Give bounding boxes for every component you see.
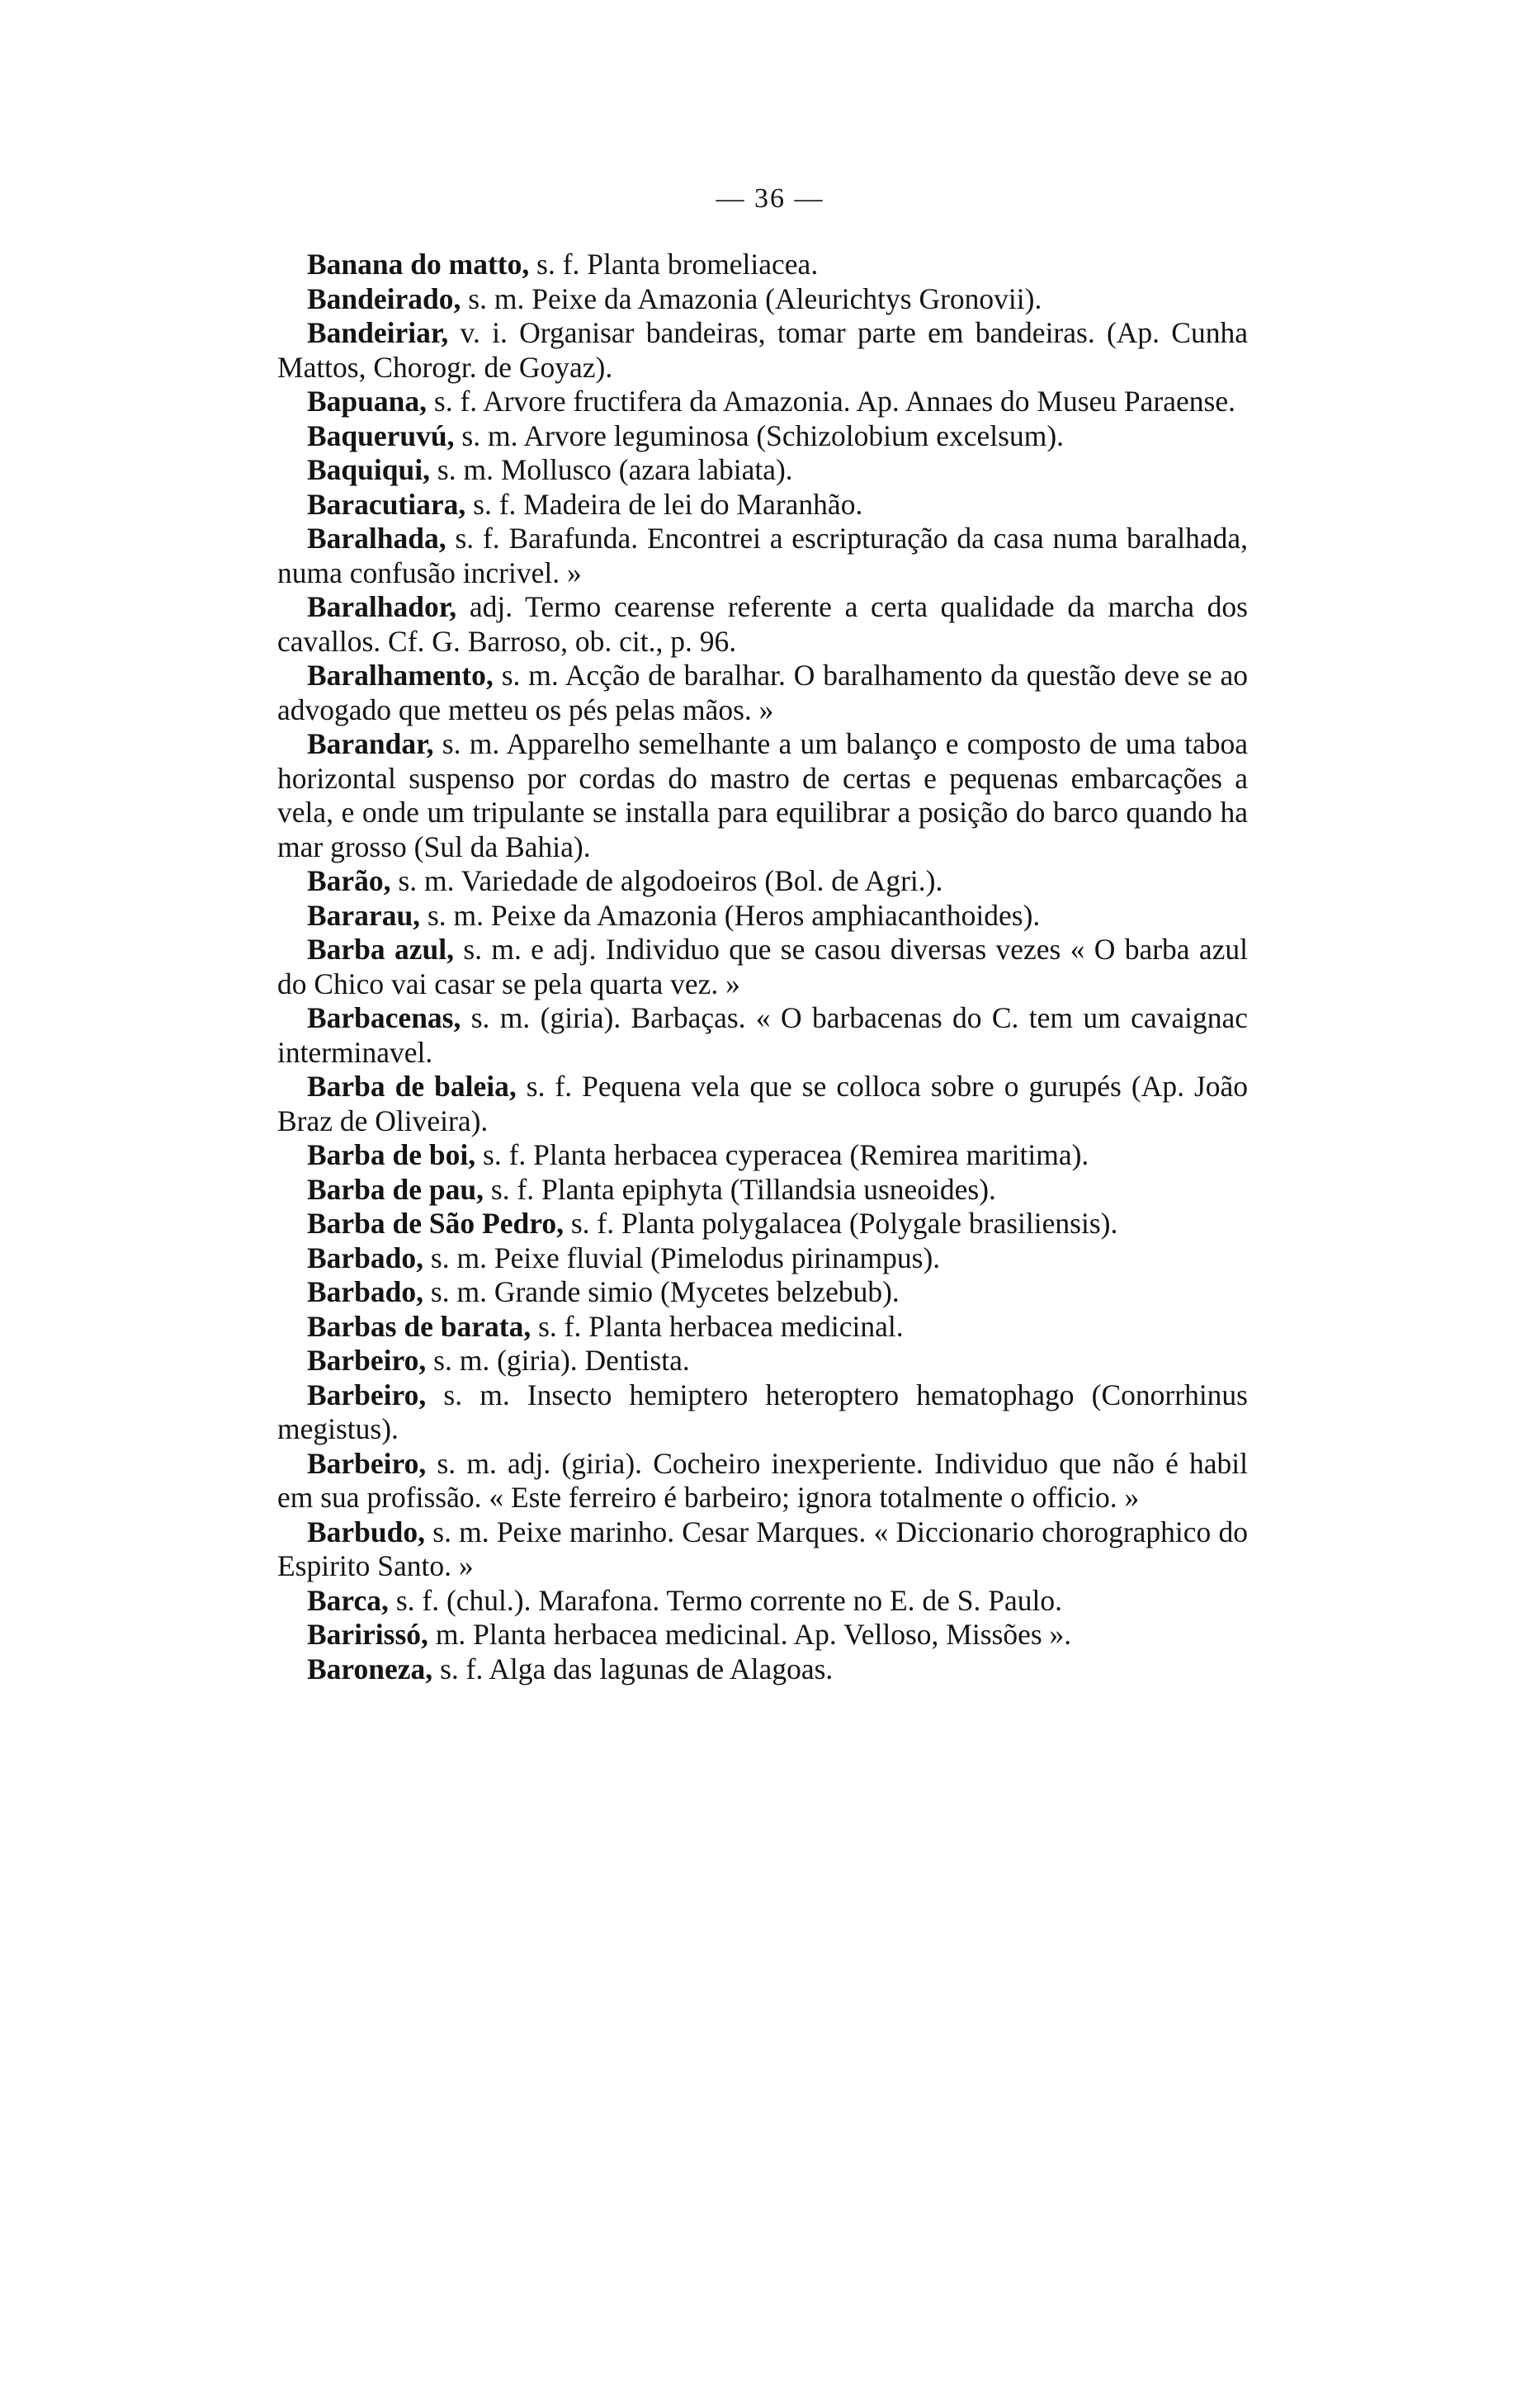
definition: s. f. Planta herbacea medicinal. <box>538 1309 904 1343</box>
entry <box>277 1652 1248 1687</box>
definition: s. m. Peixe da Amazonia (Aleurichtys Gronovii). <box>468 281 1042 315</box>
definition: s. f. Planta bromeliacea. <box>536 248 819 281</box>
headword: Barbeiro, <box>307 1344 427 1377</box>
headword: Bandeiriar, <box>307 316 449 349</box>
headword: Baralhamento, <box>307 659 494 692</box>
headword: Baralhada, <box>307 522 446 555</box>
definition: s. m. Acção de baralhar. O baralhamento da questão deve se ao advogado que metteu os pés pelas mãos. » <box>277 659 1248 726</box>
entry <box>277 899 1248 934</box>
entry <box>277 864 1248 899</box>
headword: Banana do matto, <box>307 248 530 281</box>
entry <box>277 522 1248 590</box>
headword: Barbudo, <box>307 1515 426 1548</box>
entry <box>277 248 1248 282</box>
entry <box>277 1173 1248 1208</box>
headword: Barbado, <box>307 1275 424 1308</box>
headword: Barba azul, <box>307 933 454 966</box>
headword: Baracutiara, <box>307 487 466 521</box>
definition: s. f. Pequena vela que se colloca sobre o gurupés (Ap. João Braz de Oliveira). <box>277 1070 1249 1137</box>
entry <box>277 1618 1248 1652</box>
entry <box>277 282 1248 317</box>
headword: Barandar, <box>307 727 434 760</box>
headword: Barão, <box>307 864 391 897</box>
headword: Barca, <box>307 1583 389 1617</box>
definition: s. f. Barafunda. Encontrei a escripturação da casa numa baralhada, numa confusão incrivel. » <box>277 522 1248 589</box>
headword: Baririssó, <box>307 1618 428 1651</box>
definition: s. m. Variedade de algodoeiros (Bol. de Agri.). <box>398 864 943 897</box>
definition: s. m. Mollusco (azara labiata). <box>437 453 793 486</box>
page-number: — 36 — <box>716 183 824 214</box>
headword: Bararau, <box>307 898 421 932</box>
definition: s. f. Alga das lagunas de Alagoas. <box>440 1652 834 1685</box>
entry <box>277 488 1248 522</box>
definition: adj. Termo cearense referente a certa qualidade da marcha dos cavallos. Cf. G. Barroso, ob. cit., p. 96. <box>277 590 1248 658</box>
definition: s. m. adj. (giria). Cocheiro inexperiente. Individuo que não é habil em sua profissão. « Este ferreiro é barbeiro; ignora totalmente o officio. » <box>277 1446 1248 1514</box>
headword: Barba de São Pedro, <box>307 1207 564 1240</box>
headword: Bapuana, <box>307 385 428 418</box>
entry <box>277 659 1248 727</box>
definition: s. f. Planta polygalacea (Polygale brasiliensis). <box>570 1207 1118 1240</box>
entry <box>277 316 1248 385</box>
headword: Barbas de barata, <box>307 1309 531 1343</box>
headword: Barba de boi, <box>307 1138 476 1171</box>
entry <box>277 1138 1248 1173</box>
definition: s. m. (giria). Dentista. <box>433 1344 690 1377</box>
entry-list <box>277 248 1248 1686</box>
headword: Barbeiro, <box>307 1378 427 1411</box>
entry <box>277 1344 1248 1378</box>
definition: v. i. Organisar bandeiras, tomar parte em bandeiras. (Ap. Cunha Mattos, Chorogr. de Goyaz). <box>277 316 1248 384</box>
headword: Baroneza, <box>307 1652 433 1685</box>
headword: Barba de pau, <box>307 1172 484 1206</box>
entry <box>277 1207 1248 1241</box>
entry <box>277 1310 1248 1345</box>
definition: s. f. (chul.). Marafona. Termo corrente no E. de S. Paulo. <box>395 1583 1063 1617</box>
definition: s. m. e adj. Individuo que se casou diversas vezes « O barba azul do Chico vai casar se pela quarta vez. » <box>277 933 1248 1000</box>
headword: Bandeirado, <box>307 281 461 315</box>
definition: s. f. Planta epiphyta (Tillandsia usneoides). <box>490 1172 996 1206</box>
definition: s. f. Arvore fructifera da Amazonia. Ap. Annaes do Museu Paraense. <box>433 385 1235 418</box>
definition: s. m. Arvore leguminosa (Schizolobium excelsum). <box>461 418 1065 452</box>
entry <box>277 1447 1248 1515</box>
definition: s. m. Peixe fluvial (Pimelodus pirinampus). <box>430 1241 941 1274</box>
entry <box>277 590 1248 659</box>
definition: s. m. Insecto hemiptero heteroptero hematophago (Conorrhinus megistus). <box>277 1378 1248 1445</box>
entry <box>277 1584 1248 1619</box>
entry <box>277 1275 1248 1310</box>
definition: m. Planta herbacea medicinal. Ap. Velloso, Missões ». <box>435 1618 1072 1651</box>
definition: s. m. Apparelho semelhante a um balanço e composto de uma taboa horizontal suspenso por cordas do mastro de certas e pequenas embarcações a vela, e onde um tripulante se installa para equilibrar a posição do barco quando ha mar grosso (Sul da Bahia). <box>277 727 1249 863</box>
headword: Barbeiro, <box>307 1446 427 1480</box>
headword: Baqueruvú, <box>307 418 455 452</box>
entry <box>277 1515 1248 1584</box>
entry <box>277 1001 1248 1070</box>
headword: Barbacenas, <box>307 1001 461 1034</box>
entry <box>277 1241 1248 1276</box>
entry <box>277 1070 1248 1138</box>
headword: Baquiqui, <box>307 453 431 486</box>
definition: s. m. (giria). Barbaças. « O barbacenas do C. tem um cavaignac interminavel. <box>277 1001 1248 1069</box>
headword: Baralhador, <box>307 590 457 623</box>
headword: Barbado, <box>307 1241 424 1274</box>
definition: s. m. Peixe marinho. Cesar Marques. « Diccionario chorographico do Espirito Santo. » <box>277 1515 1248 1582</box>
headword: Barba de baleia, <box>307 1070 517 1103</box>
entry <box>277 1378 1248 1447</box>
entry <box>277 385 1248 419</box>
entry <box>277 933 1248 1001</box>
entry <box>277 727 1248 864</box>
definition: s. f. Madeira de lei do Maranhão. <box>473 487 863 521</box>
definition: s. m. Grande simio (Mycetes belzebub). <box>430 1275 900 1308</box>
entry <box>277 453 1248 488</box>
definition: s. m. Peixe da Amazonia (Heros amphiacanthoides). <box>427 898 1041 932</box>
definition: s. f. Planta herbacea cyperacea (Remirea maritima). <box>483 1138 1089 1171</box>
entry <box>277 419 1248 454</box>
